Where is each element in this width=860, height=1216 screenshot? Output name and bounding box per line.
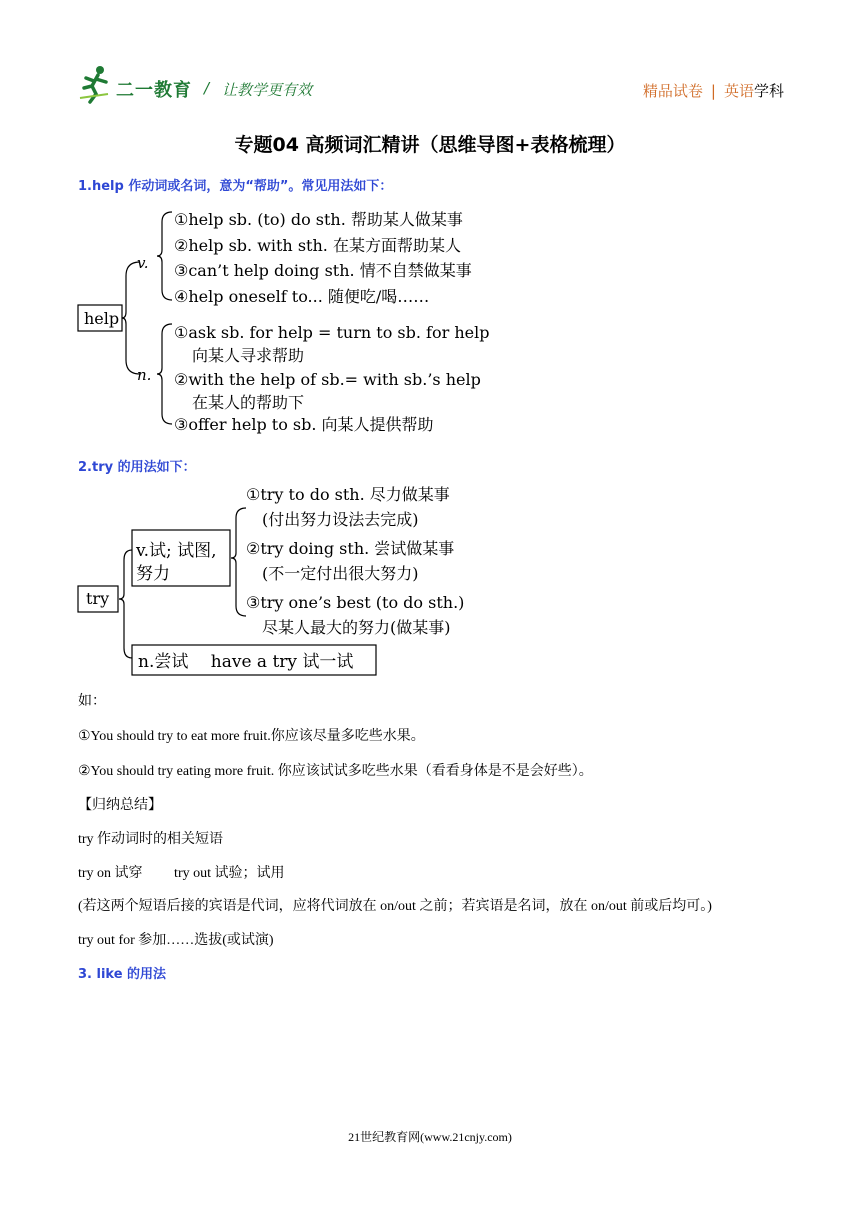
try-verb-item: (不一定付出很大努力) [262,564,419,583]
try-verb-item: ②try doing sth. 尝试做某事 [246,539,455,558]
help-verb-item: ②help sb. with sth. 在某方面帮助某人 [174,236,461,255]
help-verb-item: ③can’t help doing sth. 情不自禁做某事 [174,261,472,280]
phrase-note: (若这两个短语后接的宾语是代词，应将代词放在 on/out 之前；若宾语是名词，放在 on/out 前或后均可。) [78,899,712,914]
section1-heading: 1.help 作动词或名词，意为“帮助”。常见用法如下： [78,179,393,194]
help-main-brace [122,262,140,374]
help-root-box [78,305,122,331]
example-intro: 如： [78,694,106,709]
header-subject-prefix: 英语 [723,82,754,100]
help-verb-tag: v. [137,254,149,272]
try-verb-box-line2: 努力 [136,564,170,584]
try-mindmap [78,485,464,675]
logo-slogan: 让教学更有效 [222,81,313,99]
example-sentence: ①You should try to eat more fruit.你应该尽量多吃些水果。 [78,729,425,744]
try-verb-box-line1: v.试; 试图, [136,541,217,561]
section3-heading: 3. like 的用法 [78,967,167,982]
header-subject-suffix: 学科 [753,82,784,100]
try-root-label: try [86,589,110,608]
page-title: 专题04 高频词汇精讲（思维导图+表格梳理） [234,134,626,156]
try-verb-item: ①try to do sth. 尽力做某事 [246,485,450,504]
try-verb-item: (付出努力设法去完成) [262,510,419,529]
header-subject [643,80,784,101]
phrase-tryout: try out for 参加……选拔(或试演) [78,933,274,948]
summary-heading: 【归纳总结】 [78,798,162,813]
page-footer: 21世纪教育网(www.21cnjy.com) [348,1130,512,1144]
help-verb-item: ①help sb. (to) do sth. 帮助某人做某事 [174,210,463,229]
help-noun-item: 向某人寻求帮助 [192,346,305,365]
phrases-intro: try 作动词时的相关短语 [78,832,224,847]
help-verb-brace [157,212,172,300]
help-noun-tag: n. [137,366,152,384]
try-root-box [78,586,118,612]
section2-heading: 2.try 的用法如下： [78,460,196,475]
header-separator: | [710,82,716,100]
running-man-logo-icon [78,64,112,104]
help-noun-item: ②with the help of sb.= with sb.’s help [174,370,481,389]
try-verb-box [132,530,230,586]
help-noun-item: ③offer help to sb. 向某人提供帮助 [174,415,434,434]
example-sentence: ②You should try eating more fruit. 你应该试试多吃些水果（看看身体是不是会好些）。 [78,764,593,779]
help-verb-item: ④help oneself to... 随便吃/喝…… [174,287,430,306]
phrase-line: try on 试穿 try out 试验；试用 [78,866,285,881]
help-noun-item: ①ask sb. for help = turn to sb. for help [174,323,490,342]
try-noun-box [132,645,376,675]
help-root-label: help [84,309,120,328]
try-noun-box-label: n.尝试 have a try 试一试 [138,652,354,672]
page-header [0,0,860,110]
help-noun-item: 在某人的帮助下 [192,393,305,412]
try-verb-brace [231,508,246,616]
try-main-brace [119,550,132,658]
try-verb-item: 尽某人最大的努力(做某事) [262,618,451,637]
logo-text: 二一教育 [116,80,192,101]
logo-slash: / [204,79,210,97]
header-right-label: 精品试卷 [642,82,703,100]
help-noun-brace [157,324,172,424]
try-verb-item: ③try one’s best (to do sth.) [246,593,465,612]
help-mindmap [78,210,489,434]
